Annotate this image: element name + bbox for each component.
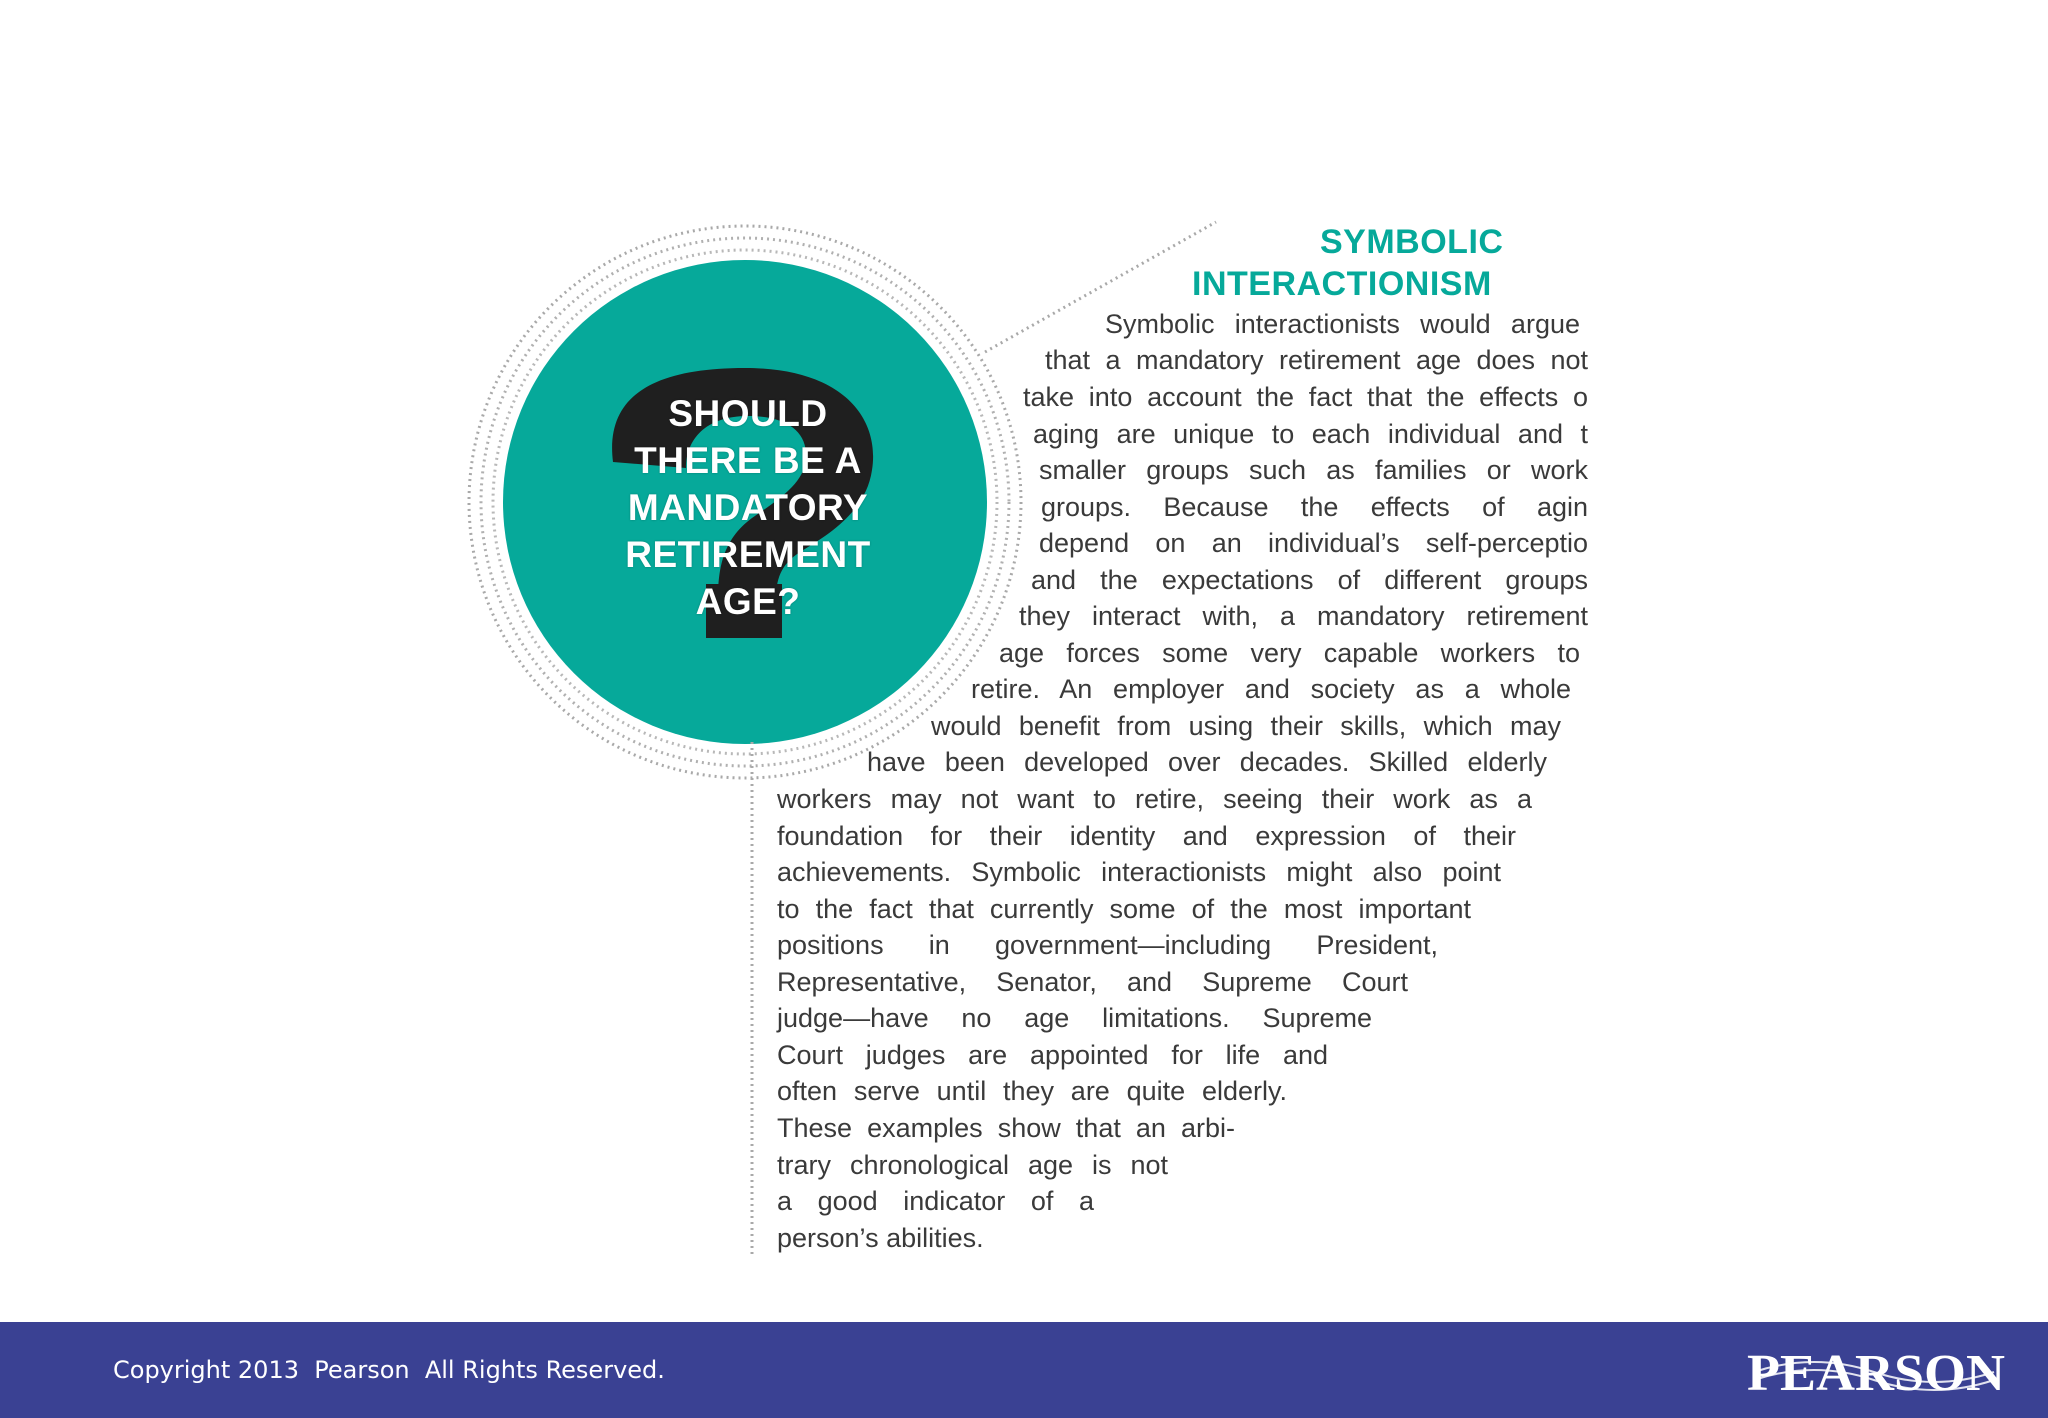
body-line: Representative, Senator, and Supreme Court bbox=[777, 967, 1408, 997]
body-line: Symbolic interactionists would argue bbox=[1105, 309, 1580, 339]
question-line: MANDATORY bbox=[627, 487, 869, 528]
body-line: workers may not want to retire, seeing their work as a bbox=[777, 784, 1532, 814]
body-line: positions in government—including President, bbox=[777, 930, 1438, 960]
body-line: smaller groups such as families or work bbox=[1039, 455, 1588, 485]
body-line: to the fact that currently some of the most important bbox=[777, 894, 1471, 924]
copyright-text: Copyright 2013 Pearson All Rights Reserved. bbox=[113, 1356, 665, 1384]
body-line: groups. Because the effects of agin bbox=[1041, 492, 1588, 522]
question-line: THERE BE A bbox=[634, 440, 862, 481]
body-line: have been developed over decades. Skilled elderly bbox=[867, 747, 1547, 777]
body-line: a good indicator of a bbox=[777, 1186, 1094, 1216]
body-line: trary chronological age is not bbox=[777, 1150, 1168, 1180]
body-line: aging are unique to each individual and t bbox=[1033, 419, 1588, 449]
body-line: achievements. Symbolic interactionists might also point bbox=[777, 857, 1501, 887]
body-line: depend on an individual’s self-perceptio bbox=[1039, 528, 1588, 558]
body-line: they interact with, a mandatory retirement bbox=[1019, 601, 1588, 631]
body-line: judge—have no age limitations. Supreme bbox=[777, 1003, 1372, 1033]
pearson-logo-text: PEARSON bbox=[1747, 1345, 2005, 1398]
question-line: RETIREMENT bbox=[625, 534, 871, 575]
pearson-logo bbox=[1744, 1342, 2008, 1398]
body-line: that a mandatory retirement age does not bbox=[1045, 345, 1588, 375]
body-line: retire. An employer and society as a whole bbox=[971, 674, 1571, 704]
body-line: foundation for their identity and expression of their bbox=[777, 821, 1516, 851]
body-line: These examples show that an arbi- bbox=[777, 1113, 1235, 1143]
body-line: often serve until they are quite elderly. bbox=[777, 1076, 1287, 1106]
body-line: age forces some very capable workers to bbox=[999, 638, 1580, 668]
body-line: Court judges are appointed for life and bbox=[777, 1040, 1328, 1070]
body-line: would benefit from using their skills, which may bbox=[931, 711, 1561, 741]
body-line: and the expectations of different groups bbox=[1031, 565, 1588, 595]
footer-bar bbox=[0, 1322, 2048, 1418]
body-line: take into account the fact that the effects o bbox=[1023, 382, 1588, 412]
heading-line: INTERACTIONISM bbox=[1192, 265, 1492, 303]
heading-line: SYMBOLIC bbox=[1320, 223, 1504, 261]
question-line: SHOULD bbox=[668, 393, 828, 434]
body-line: person’s abilities. bbox=[777, 1223, 984, 1253]
question-line: AGE? bbox=[695, 581, 801, 622]
